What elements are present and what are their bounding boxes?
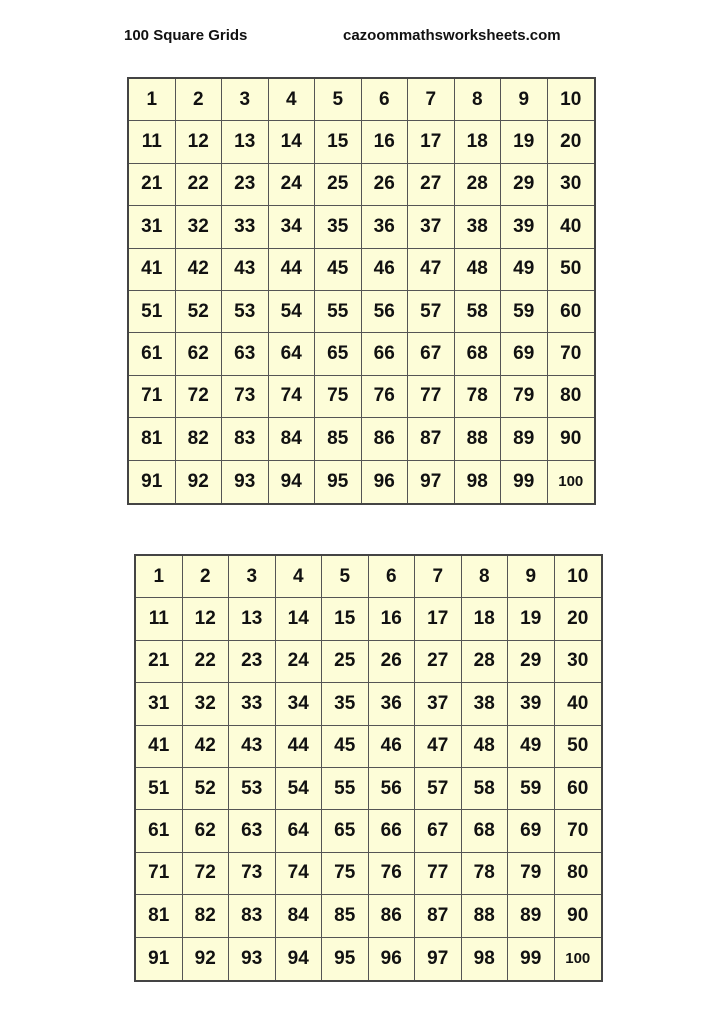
grid-cell: 32 [183, 683, 230, 725]
grid-cell: 60 [548, 291, 595, 333]
grid-cell: 70 [555, 810, 602, 852]
grid-cell: 66 [369, 810, 416, 852]
grid-cell: 23 [222, 164, 269, 206]
grid-cell: 41 [136, 726, 183, 768]
grid-cell: 63 [222, 333, 269, 375]
grid-cell: 65 [322, 810, 369, 852]
grid-cell: 86 [362, 418, 409, 460]
grid-cell: 4 [269, 79, 316, 121]
grid-cell: 74 [269, 376, 316, 418]
grid-cell: 79 [501, 376, 548, 418]
grid-cell: 27 [408, 164, 455, 206]
grid-cell: 30 [548, 164, 595, 206]
grid-cell: 39 [508, 683, 555, 725]
grid-cell: 50 [548, 249, 595, 291]
grid-cell: 36 [362, 206, 409, 248]
grid-cell: 8 [462, 556, 509, 598]
grid-cell: 56 [362, 291, 409, 333]
grid-cell: 59 [501, 291, 548, 333]
grid-cell: 95 [322, 938, 369, 980]
grid-cell: 40 [548, 206, 595, 248]
grid-cell: 17 [415, 598, 462, 640]
grid-cell: 96 [362, 461, 409, 503]
grid-cell: 46 [362, 249, 409, 291]
grid-cell: 13 [229, 598, 276, 640]
grid-cell: 81 [129, 418, 176, 460]
grid-cell: 74 [276, 853, 323, 895]
grid-cell: 92 [183, 938, 230, 980]
grid-cell: 73 [222, 376, 269, 418]
grid-cell: 10 [555, 556, 602, 598]
grid-cell: 20 [548, 121, 595, 163]
grid-cell: 92 [176, 461, 223, 503]
grid-cell: 58 [462, 768, 509, 810]
grid-cell: 5 [322, 556, 369, 598]
grid-cell: 75 [322, 853, 369, 895]
grid-cell: 48 [462, 726, 509, 768]
grid-cell: 13 [222, 121, 269, 163]
grid-cell: 2 [183, 556, 230, 598]
grid-cell: 100 [565, 950, 591, 968]
grid-cell: 53 [222, 291, 269, 333]
grid-cell: 19 [501, 121, 548, 163]
grid-cell: 43 [229, 726, 276, 768]
grid-cell: 11 [136, 598, 183, 640]
grid-cell: 90 [555, 895, 602, 937]
grid-cell: 42 [183, 726, 230, 768]
grid-cell: 79 [508, 853, 555, 895]
grid-cell: 24 [269, 164, 316, 206]
grid-cell: 75 [315, 376, 362, 418]
grid-cell: 87 [408, 418, 455, 460]
grid-cell: 38 [455, 206, 502, 248]
grid-cell: 88 [455, 418, 502, 460]
grid-cell: 55 [322, 768, 369, 810]
grid-cell: 9 [501, 79, 548, 121]
grid-cell: 86 [369, 895, 416, 937]
grid-cell: 34 [269, 206, 316, 248]
grid-cell: 53 [229, 768, 276, 810]
grid-cell: 11 [129, 121, 176, 163]
grid-cell: 94 [269, 461, 316, 503]
grid-cell: 56 [369, 768, 416, 810]
grid-cell: 64 [269, 333, 316, 375]
grid-cell: 83 [229, 895, 276, 937]
grid-cell: 9 [508, 556, 555, 598]
grid-cell: 72 [183, 853, 230, 895]
grid-cell: 89 [501, 418, 548, 460]
grid-cell: 29 [508, 641, 555, 683]
grid-cell: 6 [369, 556, 416, 598]
grid-cell: 19 [508, 598, 555, 640]
grid-cell: 17 [408, 121, 455, 163]
grid-cell: 67 [415, 810, 462, 852]
grid-cell: 26 [369, 641, 416, 683]
grid-cell: 82 [183, 895, 230, 937]
grid-cell: 77 [408, 376, 455, 418]
grid-cell: 85 [322, 895, 369, 937]
grid-cell: 77 [415, 853, 462, 895]
grid-cell: 97 [415, 938, 462, 980]
grid-cell: 18 [462, 598, 509, 640]
grid-cell: 25 [315, 164, 362, 206]
grid-cell: 72 [176, 376, 223, 418]
grid-cell: 48 [455, 249, 502, 291]
grid-cell: 68 [462, 810, 509, 852]
grid-cell: 25 [322, 641, 369, 683]
grid-cell: 21 [129, 164, 176, 206]
grid-cell: 7 [415, 556, 462, 598]
grid-cell: 16 [362, 121, 409, 163]
grid-cell: 27 [415, 641, 462, 683]
grid-cell: 38 [462, 683, 509, 725]
grid-cell: 70 [548, 333, 595, 375]
grid-cell: 1 [129, 79, 176, 121]
grid-cell: 62 [176, 333, 223, 375]
grid-cell: 6 [362, 79, 409, 121]
grid-cell: 21 [136, 641, 183, 683]
grid-cell: 88 [462, 895, 509, 937]
grid-cell: 78 [455, 376, 502, 418]
grid-cell: 2 [176, 79, 223, 121]
grid-cell: 89 [508, 895, 555, 937]
grid-cell: 14 [276, 598, 323, 640]
grid-cell: 57 [415, 768, 462, 810]
grid-cell: 47 [415, 726, 462, 768]
grid-cell: 33 [222, 206, 269, 248]
grid-cell: 15 [322, 598, 369, 640]
page-title: 100 Square Grids [124, 27, 248, 44]
grid-cell: 63 [229, 810, 276, 852]
grid-cell: 4 [276, 556, 323, 598]
grid-cell: 80 [555, 853, 602, 895]
grid-cell: 40 [555, 683, 602, 725]
grid-cell: 47 [408, 249, 455, 291]
grid-cell: 95 [315, 461, 362, 503]
grid-cell: 44 [269, 249, 316, 291]
grid-cell: 22 [183, 641, 230, 683]
grid-cell: 35 [315, 206, 362, 248]
grid-cell: 97 [408, 461, 455, 503]
grid-cell: 44 [276, 726, 323, 768]
grid-cell: 12 [183, 598, 230, 640]
grid-cell: 100 [558, 473, 584, 491]
grid-cell: 58 [455, 291, 502, 333]
grid-cell: 15 [315, 121, 362, 163]
grid-cell: 64 [276, 810, 323, 852]
grid-cell: 39 [501, 206, 548, 248]
grid-cell: 68 [455, 333, 502, 375]
grid-cell: 84 [269, 418, 316, 460]
grid-cell: 55 [315, 291, 362, 333]
grid-cell: 61 [129, 333, 176, 375]
grid-cell: 83 [222, 418, 269, 460]
grid-cell: 8 [455, 79, 502, 121]
grid-cell: 7 [408, 79, 455, 121]
grid-cell: 85 [315, 418, 362, 460]
grid-cell: 98 [462, 938, 509, 980]
grid-cell: 16 [369, 598, 416, 640]
grid-cell: 12 [176, 121, 223, 163]
grid-cell: 28 [462, 641, 509, 683]
hundred-square-grid-2 [134, 554, 603, 982]
grid-cell: 61 [136, 810, 183, 852]
grid-cell: 98 [455, 461, 502, 503]
grid-cell: 49 [508, 726, 555, 768]
grid-cell: 3 [222, 79, 269, 121]
grid-cell: 32 [176, 206, 223, 248]
grid-cell: 67 [408, 333, 455, 375]
grid-cell: 54 [269, 291, 316, 333]
grid-cell: 87 [415, 895, 462, 937]
grid-cell: 34 [276, 683, 323, 725]
grid-cell: 23 [229, 641, 276, 683]
grid-cell: 50 [555, 726, 602, 768]
grid-cell: 71 [129, 376, 176, 418]
grid-cell: 3 [229, 556, 276, 598]
grid-cell: 29 [501, 164, 548, 206]
grid-cell: 80 [548, 376, 595, 418]
grid-cell: 5 [315, 79, 362, 121]
grid-cell: 66 [362, 333, 409, 375]
grid-cell: 37 [415, 683, 462, 725]
grid-cell: 57 [408, 291, 455, 333]
grid-cell: 37 [408, 206, 455, 248]
grid-cell: 99 [508, 938, 555, 980]
grid-cell: 84 [276, 895, 323, 937]
grid-cell: 65 [315, 333, 362, 375]
grid-cell: 93 [222, 461, 269, 503]
grid-cell: 76 [369, 853, 416, 895]
grid-cell: 22 [176, 164, 223, 206]
grid-cell: 20 [555, 598, 602, 640]
grid-cell: 52 [176, 291, 223, 333]
grid-cell: 51 [129, 291, 176, 333]
grid-cell: 82 [176, 418, 223, 460]
grid-cell: 99 [501, 461, 548, 503]
grid-cell: 30 [555, 641, 602, 683]
grid-cell: 46 [369, 726, 416, 768]
grid-cell: 1 [136, 556, 183, 598]
grid-cell: 45 [315, 249, 362, 291]
grid-cell: 71 [136, 853, 183, 895]
grid-cell: 43 [222, 249, 269, 291]
grid-cell: 59 [508, 768, 555, 810]
grid-cell: 31 [136, 683, 183, 725]
grid-cell: 41 [129, 249, 176, 291]
grid-cell: 60 [555, 768, 602, 810]
grid-cell: 28 [455, 164, 502, 206]
grid-cell: 76 [362, 376, 409, 418]
grid-cell: 26 [362, 164, 409, 206]
grid-cell: 42 [176, 249, 223, 291]
grid-cell: 52 [183, 768, 230, 810]
grid-cell: 96 [369, 938, 416, 980]
grid-cell: 91 [136, 938, 183, 980]
grid-cell: 10 [548, 79, 595, 121]
grid-cell: 91 [129, 461, 176, 503]
grid-cell: 35 [322, 683, 369, 725]
grid-cell: 24 [276, 641, 323, 683]
grid-cell: 31 [129, 206, 176, 248]
grid-cell: 78 [462, 853, 509, 895]
grid-cell: 69 [501, 333, 548, 375]
grid-cell: 18 [455, 121, 502, 163]
grid-cell: 49 [501, 249, 548, 291]
hundred-square-grid-1 [127, 77, 596, 505]
grid-cell: 94 [276, 938, 323, 980]
grid-cell: 14 [269, 121, 316, 163]
grid-cell: 62 [183, 810, 230, 852]
website-url: cazoommathsworksheets.com [343, 27, 561, 44]
grid-cell: 69 [508, 810, 555, 852]
grid-cell: 33 [229, 683, 276, 725]
grid-cell: 93 [229, 938, 276, 980]
grid-cell: 90 [548, 418, 595, 460]
grid-cell: 54 [276, 768, 323, 810]
grid-cell: 73 [229, 853, 276, 895]
grid-cell: 45 [322, 726, 369, 768]
grid-cell: 51 [136, 768, 183, 810]
grid-cell: 81 [136, 895, 183, 937]
grid-cell: 36 [369, 683, 416, 725]
